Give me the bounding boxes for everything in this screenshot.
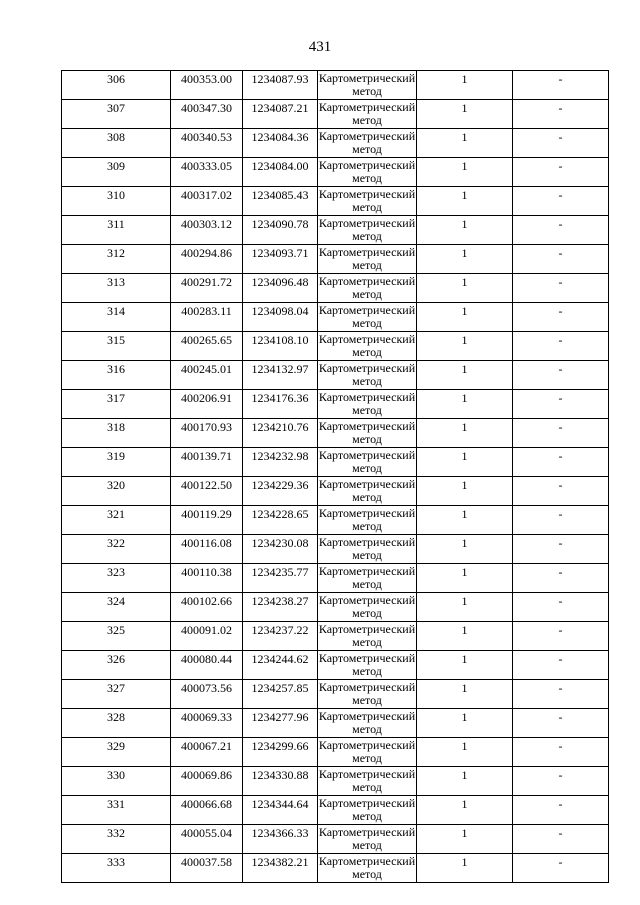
y-coordinate-cell: 1234229.36 xyxy=(243,477,318,506)
y-coordinate-cell: 1234084.00 xyxy=(243,158,318,187)
error-cell: 1 xyxy=(417,448,513,477)
table-row xyxy=(62,303,609,332)
description-cell: - xyxy=(513,651,609,680)
x-coordinate-cell: 400067.21 xyxy=(171,738,243,767)
description-cell: - xyxy=(513,767,609,796)
y-coordinate-cell: 1234232.98 xyxy=(243,448,318,477)
x-coordinate-cell: 400291.72 xyxy=(171,274,243,303)
table-row xyxy=(62,390,609,419)
point-number-cell: 308 xyxy=(62,129,171,158)
page-number: 431 xyxy=(308,39,332,55)
table-row xyxy=(62,796,609,825)
point-number-cell: 324 xyxy=(62,593,171,622)
y-coordinate-cell: 1234257.85 xyxy=(243,680,318,709)
method-cell: Картометрический метод xyxy=(318,216,416,243)
description-cell: - xyxy=(513,419,609,448)
description-cell: - xyxy=(513,854,609,883)
point-number-cell: 319 xyxy=(62,448,171,477)
point-number-cell: 314 xyxy=(62,303,171,332)
y-coordinate-cell: 1234108.10 xyxy=(243,332,318,361)
method-cell: Картометрический метод xyxy=(318,477,416,504)
table-row xyxy=(62,854,609,883)
point-number-cell: 329 xyxy=(62,738,171,767)
error-cell: 1 xyxy=(417,216,513,245)
description-cell: - xyxy=(513,709,609,738)
table-row xyxy=(62,622,609,651)
table-row xyxy=(62,245,609,274)
table-row xyxy=(62,216,609,245)
method-cell: Картометрический метод xyxy=(318,506,416,533)
y-coordinate-cell: 1234244.62 xyxy=(243,651,318,680)
description-cell: - xyxy=(513,303,609,332)
error-cell: 1 xyxy=(417,187,513,216)
y-coordinate-cell: 1234098.04 xyxy=(243,303,318,332)
x-coordinate-cell: 400206.91 xyxy=(171,390,243,419)
y-coordinate-cell: 1234235.77 xyxy=(243,564,318,593)
y-coordinate-cell: 1234176.36 xyxy=(243,390,318,419)
point-number-cell: 331 xyxy=(62,796,171,825)
method-cell: Картометрический метод xyxy=(318,129,416,156)
description-cell: - xyxy=(513,564,609,593)
y-coordinate-cell: 1234237.22 xyxy=(243,622,318,651)
description-cell: - xyxy=(513,535,609,564)
table-row xyxy=(62,129,609,158)
method-cell: Картометрический метод xyxy=(318,535,416,562)
x-coordinate-cell: 400037.58 xyxy=(171,854,243,883)
error-cell: 1 xyxy=(417,651,513,680)
error-cell: 1 xyxy=(417,419,513,448)
method-cell: Картометрический метод xyxy=(318,564,416,591)
description-cell: - xyxy=(513,738,609,767)
description-cell: - xyxy=(513,274,609,303)
y-coordinate-cell: 1234096.48 xyxy=(243,274,318,303)
y-coordinate-cell: 1234299.66 xyxy=(243,738,318,767)
error-cell: 1 xyxy=(417,245,513,274)
error-cell: 1 xyxy=(417,390,513,419)
method-cell: Картометрический метод xyxy=(318,187,416,214)
point-number-cell: 332 xyxy=(62,825,171,854)
method-cell: Картометрический метод xyxy=(318,274,416,301)
table-row xyxy=(62,158,609,187)
description-cell: - xyxy=(513,390,609,419)
method-cell: Картометрический метод xyxy=(318,825,416,852)
error-cell: 1 xyxy=(417,361,513,390)
x-coordinate-cell: 400116.08 xyxy=(171,535,243,564)
method-cell: Картометрический метод xyxy=(318,71,416,98)
point-number-cell: 315 xyxy=(62,332,171,361)
y-coordinate-cell: 1234382.21 xyxy=(243,854,318,883)
error-cell: 1 xyxy=(417,332,513,361)
error-cell: 1 xyxy=(417,158,513,187)
x-coordinate-cell: 400139.71 xyxy=(171,448,243,477)
x-coordinate-cell: 400245.01 xyxy=(171,361,243,390)
x-coordinate-cell: 400102.66 xyxy=(171,593,243,622)
description-cell: - xyxy=(513,796,609,825)
error-cell: 1 xyxy=(417,709,513,738)
point-number-cell: 326 xyxy=(62,651,171,680)
x-coordinate-cell: 400170.93 xyxy=(171,419,243,448)
error-cell: 1 xyxy=(417,767,513,796)
x-coordinate-cell: 400069.86 xyxy=(171,767,243,796)
description-cell: - xyxy=(513,332,609,361)
description-cell: - xyxy=(513,825,609,854)
y-coordinate-cell: 1234093.71 xyxy=(243,245,318,274)
x-coordinate-cell: 400119.29 xyxy=(171,506,243,535)
description-cell: - xyxy=(513,477,609,506)
table-row xyxy=(62,564,609,593)
table-row xyxy=(62,71,609,100)
y-coordinate-cell: 1234344.64 xyxy=(243,796,318,825)
y-coordinate-cell: 1234210.76 xyxy=(243,419,318,448)
point-number-cell: 320 xyxy=(62,477,171,506)
method-cell: Картометрический метод xyxy=(318,332,416,359)
y-coordinate-cell: 1234330.88 xyxy=(243,767,318,796)
point-number-cell: 327 xyxy=(62,680,171,709)
point-number-cell: 321 xyxy=(62,506,171,535)
point-number-cell: 323 xyxy=(62,564,171,593)
description-cell: - xyxy=(513,216,609,245)
x-coordinate-cell: 400283.11 xyxy=(171,303,243,332)
table-row xyxy=(62,448,609,477)
x-coordinate-cell: 400265.65 xyxy=(171,332,243,361)
y-coordinate-cell: 1234084.36 xyxy=(243,129,318,158)
y-coordinate-cell: 1234087.93 xyxy=(243,71,318,100)
coordinates-table xyxy=(61,70,609,883)
table-row xyxy=(62,767,609,796)
description-cell: - xyxy=(513,187,609,216)
description-cell: - xyxy=(513,680,609,709)
error-cell: 1 xyxy=(417,680,513,709)
point-number-cell: 313 xyxy=(62,274,171,303)
method-cell: Картометрический метод xyxy=(318,390,416,417)
point-number-cell: 312 xyxy=(62,245,171,274)
error-cell: 1 xyxy=(417,129,513,158)
method-cell: Картометрический метод xyxy=(318,361,416,388)
point-number-cell: 316 xyxy=(62,361,171,390)
method-cell: Картометрический метод xyxy=(318,680,416,707)
x-coordinate-cell: 400347.30 xyxy=(171,100,243,129)
error-cell: 1 xyxy=(417,564,513,593)
description-cell: - xyxy=(513,593,609,622)
y-coordinate-cell: 1234087.21 xyxy=(243,100,318,129)
x-coordinate-cell: 400122.50 xyxy=(171,477,243,506)
method-cell: Картометрический метод xyxy=(318,767,416,794)
error-cell: 1 xyxy=(417,506,513,535)
point-number-cell: 306 xyxy=(62,71,171,100)
y-coordinate-cell: 1234090.78 xyxy=(243,216,318,245)
x-coordinate-cell: 400317.02 xyxy=(171,187,243,216)
method-cell: Картометрический метод xyxy=(318,245,416,272)
method-cell: Картометрический метод xyxy=(318,303,416,330)
error-cell: 1 xyxy=(417,593,513,622)
y-coordinate-cell: 1234366.33 xyxy=(243,825,318,854)
table-row xyxy=(62,738,609,767)
point-number-cell: 322 xyxy=(62,535,171,564)
method-cell: Картометрический метод xyxy=(318,593,416,620)
table-row xyxy=(62,506,609,535)
description-cell: - xyxy=(513,100,609,129)
method-cell: Картометрический метод xyxy=(318,158,416,185)
table-row xyxy=(62,825,609,854)
x-coordinate-cell: 400294.86 xyxy=(171,245,243,274)
method-cell: Картометрический метод xyxy=(318,100,416,127)
error-cell: 1 xyxy=(417,622,513,651)
x-coordinate-cell: 400340.53 xyxy=(171,129,243,158)
description-cell: - xyxy=(513,448,609,477)
method-cell: Картометрический метод xyxy=(318,854,416,881)
y-coordinate-cell: 1234085.43 xyxy=(243,187,318,216)
point-number-cell: 330 xyxy=(62,767,171,796)
x-coordinate-cell: 400073.56 xyxy=(171,680,243,709)
table-row xyxy=(62,477,609,506)
error-cell: 1 xyxy=(417,477,513,506)
x-coordinate-cell: 400353.00 xyxy=(171,71,243,100)
x-coordinate-cell: 400080.44 xyxy=(171,651,243,680)
description-cell: - xyxy=(513,622,609,651)
description-cell: - xyxy=(513,506,609,535)
table-row xyxy=(62,187,609,216)
method-cell: Картометрический метод xyxy=(318,448,416,475)
error-cell: 1 xyxy=(417,303,513,332)
error-cell: 1 xyxy=(417,854,513,883)
x-coordinate-cell: 400069.33 xyxy=(171,709,243,738)
x-coordinate-cell: 400091.02 xyxy=(171,622,243,651)
x-coordinate-cell: 400333.05 xyxy=(171,158,243,187)
x-coordinate-cell: 400066.68 xyxy=(171,796,243,825)
error-cell: 1 xyxy=(417,100,513,129)
error-cell: 1 xyxy=(417,274,513,303)
method-cell: Картометрический метод xyxy=(318,419,416,446)
table-row xyxy=(62,709,609,738)
point-number-cell: 333 xyxy=(62,854,171,883)
coordinates-table-body xyxy=(62,71,609,883)
table-row xyxy=(62,361,609,390)
error-cell: 1 xyxy=(417,825,513,854)
method-cell: Картометрический метод xyxy=(318,796,416,823)
table-row xyxy=(62,332,609,361)
table-row xyxy=(62,593,609,622)
table-row xyxy=(62,535,609,564)
error-cell: 1 xyxy=(417,71,513,100)
point-number-cell: 318 xyxy=(62,419,171,448)
x-coordinate-cell: 400303.12 xyxy=(171,216,243,245)
x-coordinate-cell: 400055.04 xyxy=(171,825,243,854)
description-cell: - xyxy=(513,71,609,100)
table-row xyxy=(62,680,609,709)
description-cell: - xyxy=(513,129,609,158)
y-coordinate-cell: 1234230.08 xyxy=(243,535,318,564)
description-cell: - xyxy=(513,245,609,274)
y-coordinate-cell: 1234277.96 xyxy=(243,709,318,738)
method-cell: Картометрический метод xyxy=(318,622,416,649)
error-cell: 1 xyxy=(417,738,513,767)
table-row xyxy=(62,651,609,680)
table-row xyxy=(62,274,609,303)
point-number-cell: 307 xyxy=(62,100,171,129)
error-cell: 1 xyxy=(417,535,513,564)
point-number-cell: 328 xyxy=(62,709,171,738)
x-coordinate-cell: 400110.38 xyxy=(171,564,243,593)
y-coordinate-cell: 1234228.65 xyxy=(243,506,318,535)
table-row xyxy=(62,419,609,448)
method-cell: Картометрический метод xyxy=(318,709,416,736)
y-coordinate-cell: 1234132.97 xyxy=(243,361,318,390)
description-cell: - xyxy=(513,158,609,187)
method-cell: Картометрический метод xyxy=(318,738,416,765)
point-number-cell: 310 xyxy=(62,187,171,216)
point-number-cell: 317 xyxy=(62,390,171,419)
description-cell: - xyxy=(513,361,609,390)
y-coordinate-cell: 1234238.27 xyxy=(243,593,318,622)
point-number-cell: 325 xyxy=(62,622,171,651)
point-number-cell: 309 xyxy=(62,158,171,187)
point-number-cell: 311 xyxy=(62,216,171,245)
error-cell: 1 xyxy=(417,796,513,825)
table-row xyxy=(62,100,609,129)
method-cell: Картометрический метод xyxy=(318,651,416,678)
